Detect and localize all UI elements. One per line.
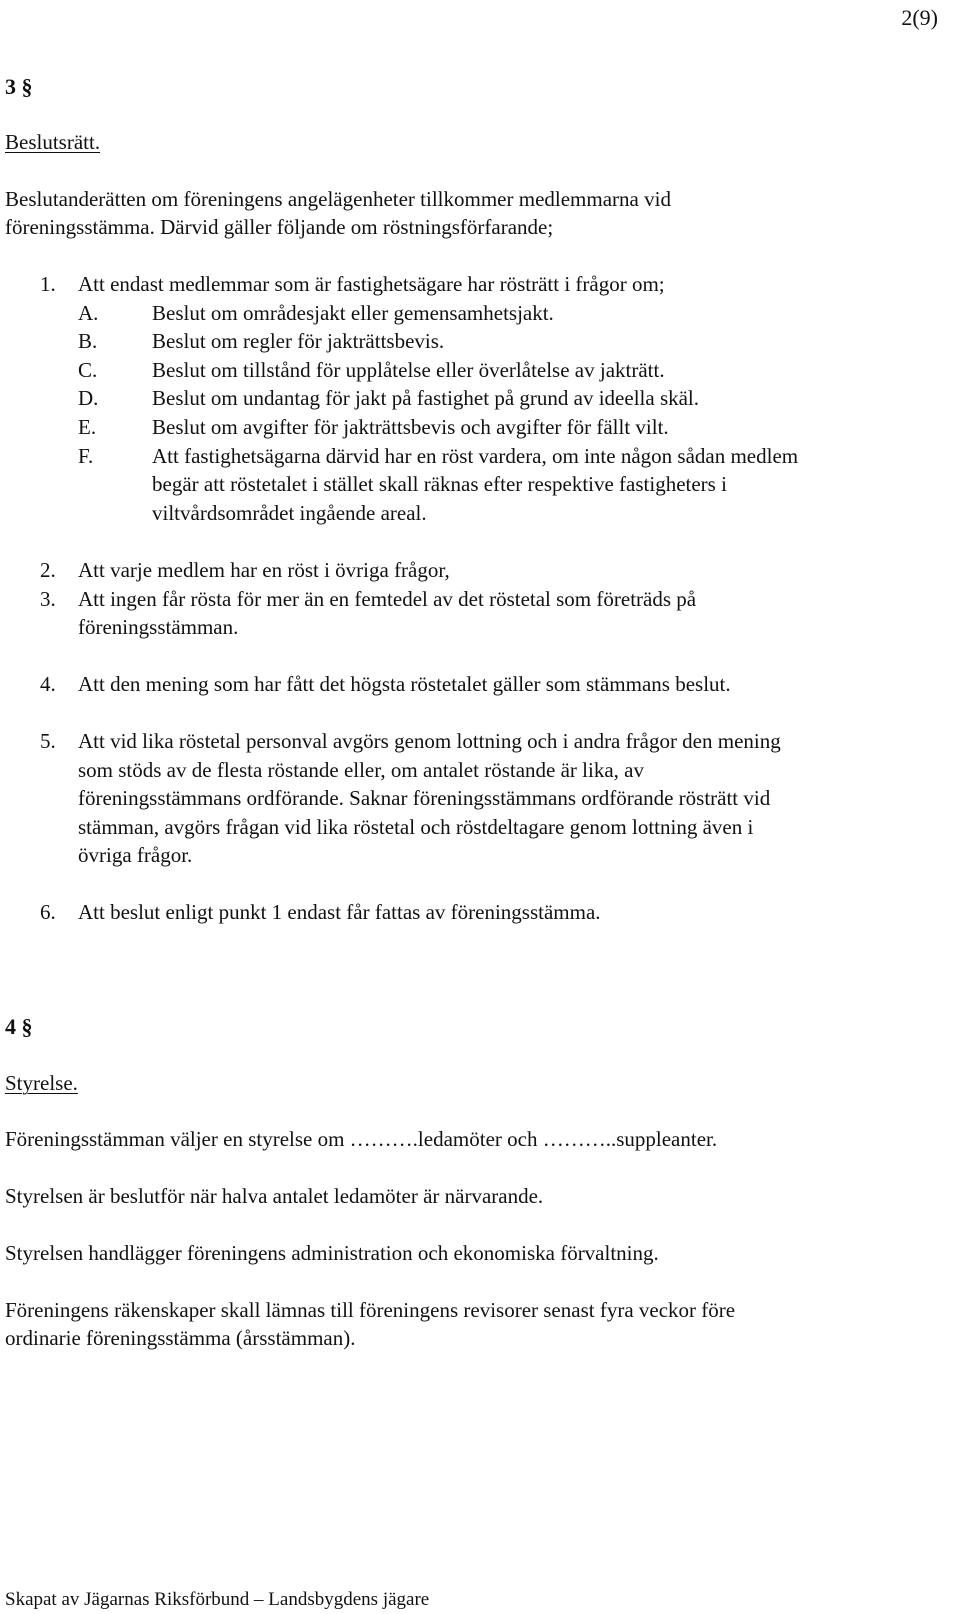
item-1-text: Att endast medlemmar som är fastighetsägare har rösträtt i frågor om; — [78, 272, 665, 296]
sub-item-a-text: Beslut om områdesjakt eller gemensamhetsjakt. — [152, 301, 554, 325]
item-5-line-2: som stöds av de flesta röstande eller, om antalet röstande är lika, av — [78, 758, 644, 782]
sub-item-d-letter: D. — [78, 386, 99, 410]
sub-item-e-letter: E. — [78, 415, 97, 439]
item-4-text: Att den mening som har fått det högsta röstetalet gäller som stämmans beslut. — [78, 672, 731, 696]
item-2-number: 2. — [40, 558, 56, 582]
section-4-paragraph-1: Föreningsstämman väljer en styrelse om ……….ledamöter och ………..suppleanter. — [5, 1127, 718, 1151]
item-6-number: 6. — [40, 900, 56, 924]
section-4-paragraph-4-line-2: ordinarie föreningsstämma (årsstämman). — [5, 1326, 356, 1350]
sub-item-f-letter: F. — [78, 444, 94, 468]
sub-item-b-letter: B. — [78, 329, 98, 353]
item-5-line-3: föreningsstämmans ordförande. Saknar föreningsstämmans ordförande rösträtt vid — [78, 786, 771, 810]
sub-item-f-line-1: Att fastighetsägarna därvid har en röst vardera, om inte någon sådan medlem — [152, 444, 799, 468]
sub-item-c-text: Beslut om tillstånd för upplåtelse eller överlåtelse av jakträtt. — [152, 358, 665, 382]
sub-item-a-letter: A. — [78, 301, 99, 325]
section-3-intro-line-1: Beslutanderätten om föreningens angelägenheter tillkommer medlemmarna vid — [5, 187, 671, 211]
section-4-title: Styrelse. — [5, 1071, 78, 1095]
item-3-number: 3. — [40, 587, 56, 611]
item-3-line-1: Att ingen får rösta för mer än en femtedel av det röstetal som företräds på — [78, 587, 697, 611]
section-4-paragraph-4-line-1: Föreningens räkenskaper skall lämnas till föreningens revisorer senast fyra veckor före — [5, 1298, 736, 1322]
footer: Skapat av Jägarnas Riksförbund – Landsbygdens jägare — [5, 1589, 430, 1610]
item-5-line-4: stämman, avgörs frågan vid lika röstetal och röstdeltagare genom lottning även i — [78, 815, 754, 839]
sub-item-d-text: Beslut om undantag för jakt på fastighet på grund av ideella skäl. — [152, 386, 700, 410]
item-6-text: Att beslut enligt punkt 1 endast får fattas av föreningsstämma. — [78, 900, 601, 924]
section-3-intro-line-2: föreningsstämma. Därvid gäller följande om röstningsförfarande; — [5, 215, 554, 239]
sub-item-c-letter: C. — [78, 358, 98, 382]
sub-item-f-line-2: begär att röstetalet i stället skall räknas efter respektive fastigheters i — [152, 472, 727, 496]
item-2-text: Att varje medlem har en röst i övriga frågor, — [78, 558, 450, 582]
section-4-heading: 4 § — [5, 1014, 33, 1039]
sub-item-b-text: Beslut om regler för jakträttsbevis. — [152, 329, 445, 353]
section-3-title: Beslutsrätt. — [5, 130, 101, 154]
section-3-heading: 3 § — [5, 74, 33, 99]
sub-item-e-text: Beslut om avgifter för jakträttsbevis och avgifter för fällt vilt. — [152, 415, 669, 439]
item-1-number: 1. — [40, 272, 56, 296]
item-5-line-5: övriga frågor. — [78, 843, 193, 867]
page-number: 2(9) — [901, 5, 938, 30]
item-5-line-1: Att vid lika röstetal personval avgörs genom lottning och i andra frågor den mening — [78, 729, 781, 753]
item-5-number: 5. — [40, 729, 56, 753]
item-3-line-2: föreningsstämman. — [78, 615, 239, 639]
item-4-number: 4. — [40, 672, 56, 696]
sub-item-f-line-3: viltvårdsområdet ingående areal. — [152, 501, 427, 525]
section-4-paragraph-3: Styrelsen handlägger föreningens administration och ekonomiska förvaltning. — [5, 1241, 659, 1265]
section-4-paragraph-2: Styrelsen är beslutför när halva antalet ledamöter är närvarande. — [5, 1184, 544, 1208]
